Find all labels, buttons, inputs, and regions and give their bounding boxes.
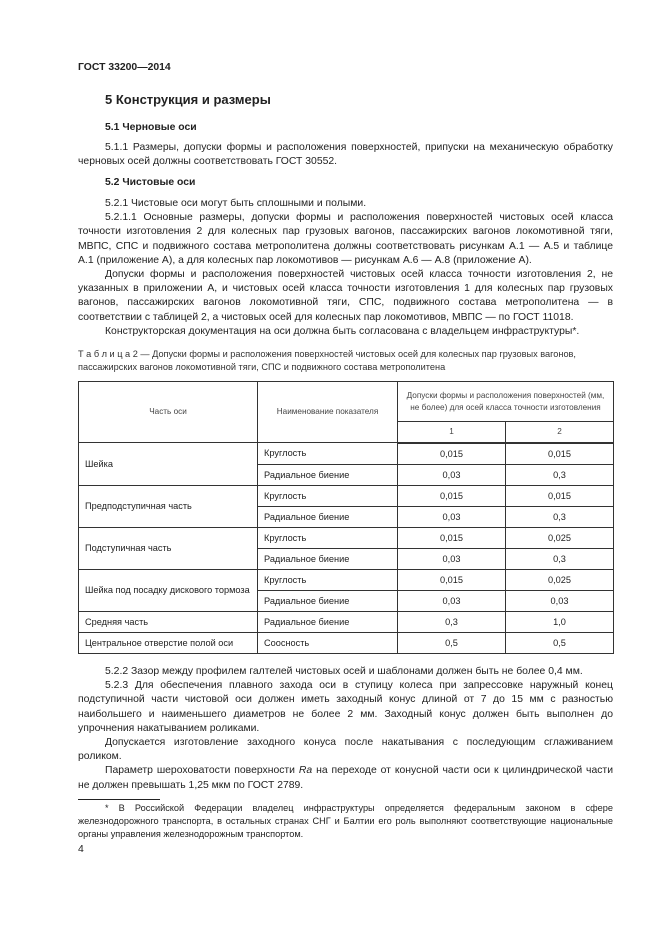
cell-class-2: 0,3 [506,464,614,485]
cell-class-2: 0,5 [506,632,614,653]
cell-class-2: 0,03 [506,590,614,611]
cell-part: Шейка под посадку дискового тормоза [79,569,258,611]
paragraph: 5.1.1 Размеры, допуски формы и расположения поверхностей, припуски на механическую обработку черновых осей должны соответствовать ГОСТ 30552. [78,142,613,168]
cell-class-1: 0,03 [398,464,506,485]
cell-part: Подступичная часть [79,527,258,569]
cell-indicator: Радиальное биение [258,611,398,632]
cell-class-2: 1,0 [506,611,614,632]
page-number: 4 [78,844,84,855]
paragraph: Конструкторская документация на оси должна быть согласована с владельцем инфраструктуры*. [105,325,580,337]
cell-class-2: 0,3 [506,506,614,527]
cell-class-1: 0,015 [398,569,506,590]
cell-indicator: Круглость [258,569,398,590]
table-row [79,527,614,548]
cell-part: Центральное отверстие полой оси [79,632,258,653]
table-caption: Т а б л и ц а 2 — Допуски формы и расположения поверхностей чистовых осей для колесных пар грузовых вагонов, пассажирских вагонов локомотивной тяги, СПС и подвижного состава метрополитена [78,349,576,372]
cell-part: Шейка [79,443,258,486]
cell-class-1: 0,3 [398,611,506,632]
paragraph: Допуски формы и расположения поверхностей чистовых осей класса точности изготовления 2, не указанных в приложении А, и чистовых осей класса точности изготовления 1 для колесных пар грузовых вагонов, пассажирских вагонов локомотивной тяги, СПС, подвижного состава метрополитена — в соответствии с таблицей 2, а чистовых осей для колесных пар локомотивов, МВПС — по ГОСТ 11018. [78,269,613,323]
header-class-1: 1 [398,422,506,443]
cell-class-1: 0,03 [398,590,506,611]
subsection-title: 5.2 Чистовые оси [105,177,196,188]
cell-indicator: Круглость [258,485,398,506]
cell-part: Предподступичная часть [79,485,258,527]
cell-class-1: 0,03 [398,548,506,569]
paragraph: 5.2.3 Для обеспечения плавного захода оси в ступицу колеса при запрессовке наружный конец подступичной части чистовой оси должен иметь заходный конус длиной от 7 до 15 мм с разностью наибольшего и наименьшего диаметров не более 2 мм. Заходный конус должен быть выполнен до упрочнения накатыванием роликами. [78,680,613,734]
cell-class-2: 0,3 [506,548,614,569]
header-class-2: 2 [506,422,614,443]
table-row [79,485,614,506]
cell-indicator: Круглость [258,527,398,548]
header-part: Часть оси [79,382,258,443]
cell-class-1: 0,03 [398,506,506,527]
cell-indicator: Круглость [258,443,398,465]
cell-class-2: 0,025 [506,569,614,590]
paragraph: 5.2.1 Чистовые оси могут быть сплошными и полыми. [105,198,367,209]
paragraph: 5.2.2 Зазор между профилем галтелей чистовых осей и шаблонами должен быть не более 0,4 мм. [105,666,583,677]
cell-class-1: 0,5 [398,632,506,653]
cell-class-2: 0,015 [506,485,614,506]
cell-indicator: Радиальное биение [258,548,398,569]
cell-class-1: 0,015 [398,443,506,465]
table-row [79,443,614,465]
paragraph: Параметр шероховатости поверхности Ra на переходе от конусной части оси к цилиндрической части не должен превышать 1,25 мкм по ГОСТ 2789. [78,765,613,791]
table-row [79,569,614,590]
document-header: ГОСТ 33200—2014 [78,62,171,73]
subsection-title: 5.1 Черновые оси [105,122,197,133]
paragraph: Допускается изготовление заходного конуса после накатывания с последующим сглаживанием роликом. [78,737,613,763]
tolerance-table [78,381,614,654]
cell-indicator: Радиальное биение [258,506,398,527]
cell-class-2: 0,015 [506,443,614,465]
cell-indicator: Радиальное биение [258,590,398,611]
cell-class-1: 0,015 [398,485,506,506]
table-row [79,611,614,632]
cell-indicator: Радиальное биение [258,464,398,485]
footnote: * В Российской Федерации владелец инфраструктуры определяется федеральным законом в сфере железнодорожного транспорта, в остальных странах СНГ и Балтии его роль выполняют соответствующие национальные органы управления железнодорожным транспортом. [78,803,613,839]
cell-class-1: 0,015 [398,527,506,548]
paragraph: 5.2.1.1 Основные размеры, допуски формы и расположения поверхностей чистовых осей класса точности изготовления 2 для колесных пар грузовых вагонов, пассажирских вагонов локомотивной тяги, МВПС, СПС и подвижного состава метрополитена должны соответствовать рисункам А.1 — А.5 и таблице А.1 (приложение А), а для колесных пар локомотивов — рисункам А.6 — А.8 (приложение А). [78,212,613,266]
cell-class-2: 0,025 [506,527,614,548]
cell-part: Средняя часть [79,611,258,632]
table-row [79,632,614,653]
cell-indicator: Соосность [258,632,398,653]
header-name: Наименование показателя [258,382,398,443]
section-title: 5 Конструкция и размеры [105,92,271,107]
header-tolerance: Допуски формы и расположения поверхностей (мм, не более) для осей класса точности изготовления [398,382,614,422]
footnote-divider [78,799,160,800]
